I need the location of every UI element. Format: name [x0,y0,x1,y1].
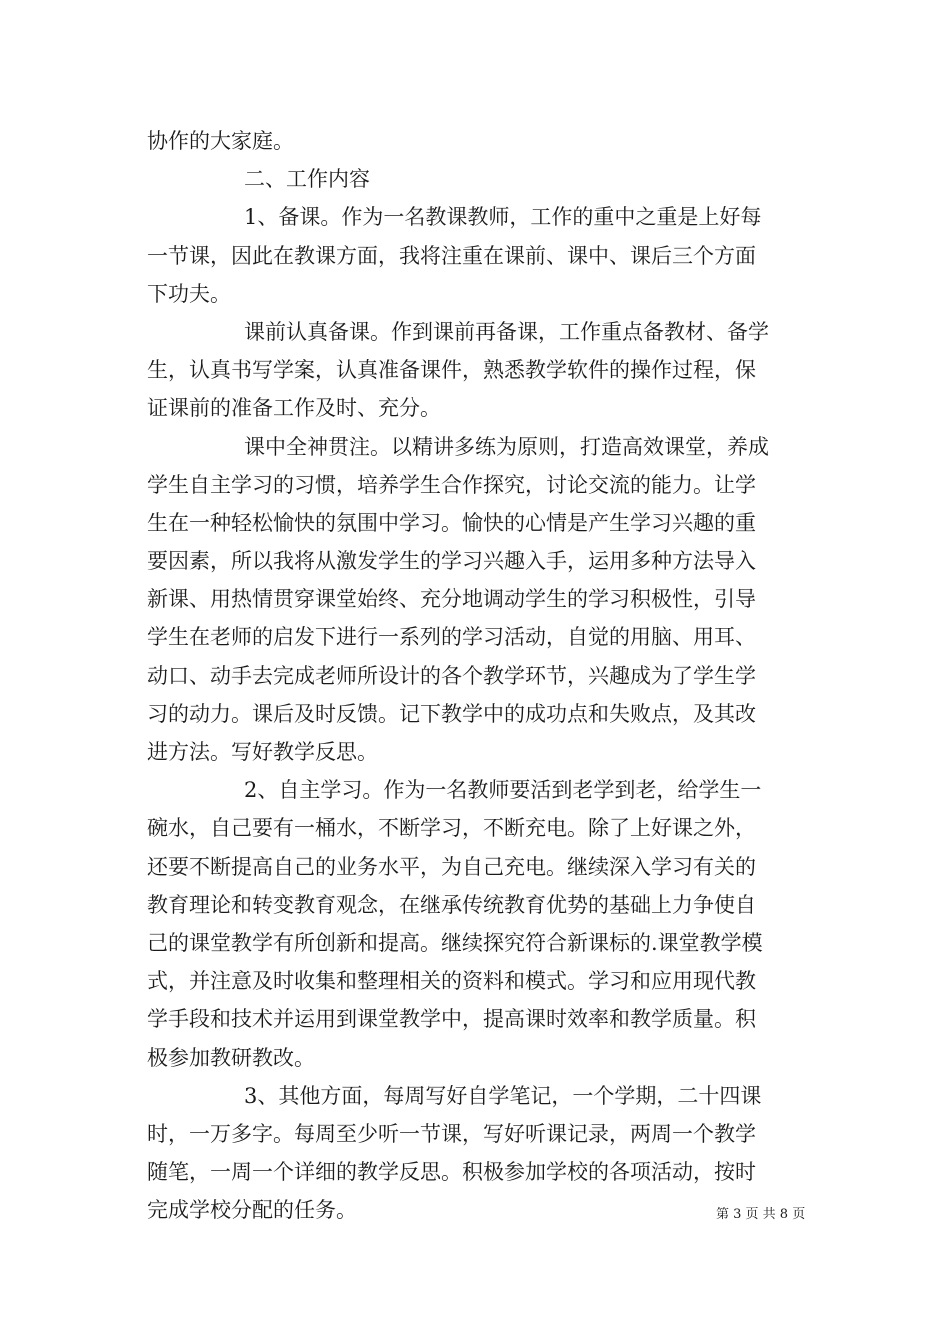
text-line: 生在一种轻松愉快的氛围中学习。愉快的心情是产生学习兴趣的重 [147,510,756,535]
text-line: 教育理论和转变教育观念，在继承传统教育优势的基础上力争使自 [147,892,756,917]
text-line: 随笔，一周一个详细的教学反思。积极参加学校的各项活动，按时 [147,1160,756,1185]
body-text [147,122,807,1229]
text-line: 己的课堂教学有所创新和提高。继续探究符合新课标的.课堂教学模 [147,930,763,955]
paragraph-start: 课前认真备课。作到课前再备课，工作重点备教材、备学 [244,319,769,344]
text-line: 动口、动手去完成老师所设计的各个教学环节，兴趣成为了学生学 [147,663,756,688]
text-line: 学生自主学习的习惯，培养学生合作探究，讨论交流的能力。让学 [147,472,756,497]
text-line: 证课前的准备工作及时、充分。 [147,396,441,421]
text-line: 要因素，所以我将从激发学生的学习兴趣入手，运用多种方法导入 [147,549,756,574]
text-line: 式，并注意及时收集和整理相关的资料和模式。学习和应用现代教 [147,969,756,994]
paragraph-start: 1、备课。作为一名教课教师，工作的重中之重是上好每 [244,205,762,230]
paragraph-start: 课中全神贯注。以精讲多练为原则，打造高效课堂，养成 [244,434,769,459]
text-line: 进方法。写好教学反思。 [147,740,378,764]
text-line: 生，认真书写学案，认真准备课件，熟悉教学软件的操作过程，保 [147,358,756,383]
text-line: 学手段和技术并运用到课堂教学中，提高课时效率和教学质量。积 [147,1007,756,1032]
text-line: 新课、用热情贯穿课堂始终、充分地调动学生的学习积极性，引导 [147,587,756,612]
text-line: 还要不断提高自己的业务水平，为自己充电。继续深入学习有关的 [147,854,756,879]
text-line: 碗水，自己要有一桶水，不断学习，不断充电。除了上好课之外， [147,816,756,841]
paragraph-start: 3、其他方面，每周写好自学笔记，一个学期，二十四课 [244,1083,762,1108]
paragraph-start: 2、自主学习。作为一名教师要活到老学到老，给学生一 [244,778,762,803]
page-footer: 第 3 页 共 8 页 [716,1207,806,1222]
text-line: 时，一万多字。每周至少听一节课，写好听课记录，两周一个教学 [147,1121,756,1146]
text-line: 习的动力。课后及时反馈。记下教学中的成功点和失败点，及其改 [147,701,756,726]
section-heading: 二、工作内容 [244,167,370,192]
text-line: 一节课，因此在教课方面，我将注重在课前、课中、课后三个方面 [147,243,756,268]
text-line: 学生在老师的启发下进行一系列的学习活动，自觉的用脑、用耳、 [147,625,756,650]
text-line: 协作的大家庭。 [147,129,294,153]
text-line: 完成学校分配的任务。 [147,1198,357,1223]
text-line: 极参加教研教改。 [147,1045,315,1070]
text-line: 下功夫。 [147,281,231,306]
